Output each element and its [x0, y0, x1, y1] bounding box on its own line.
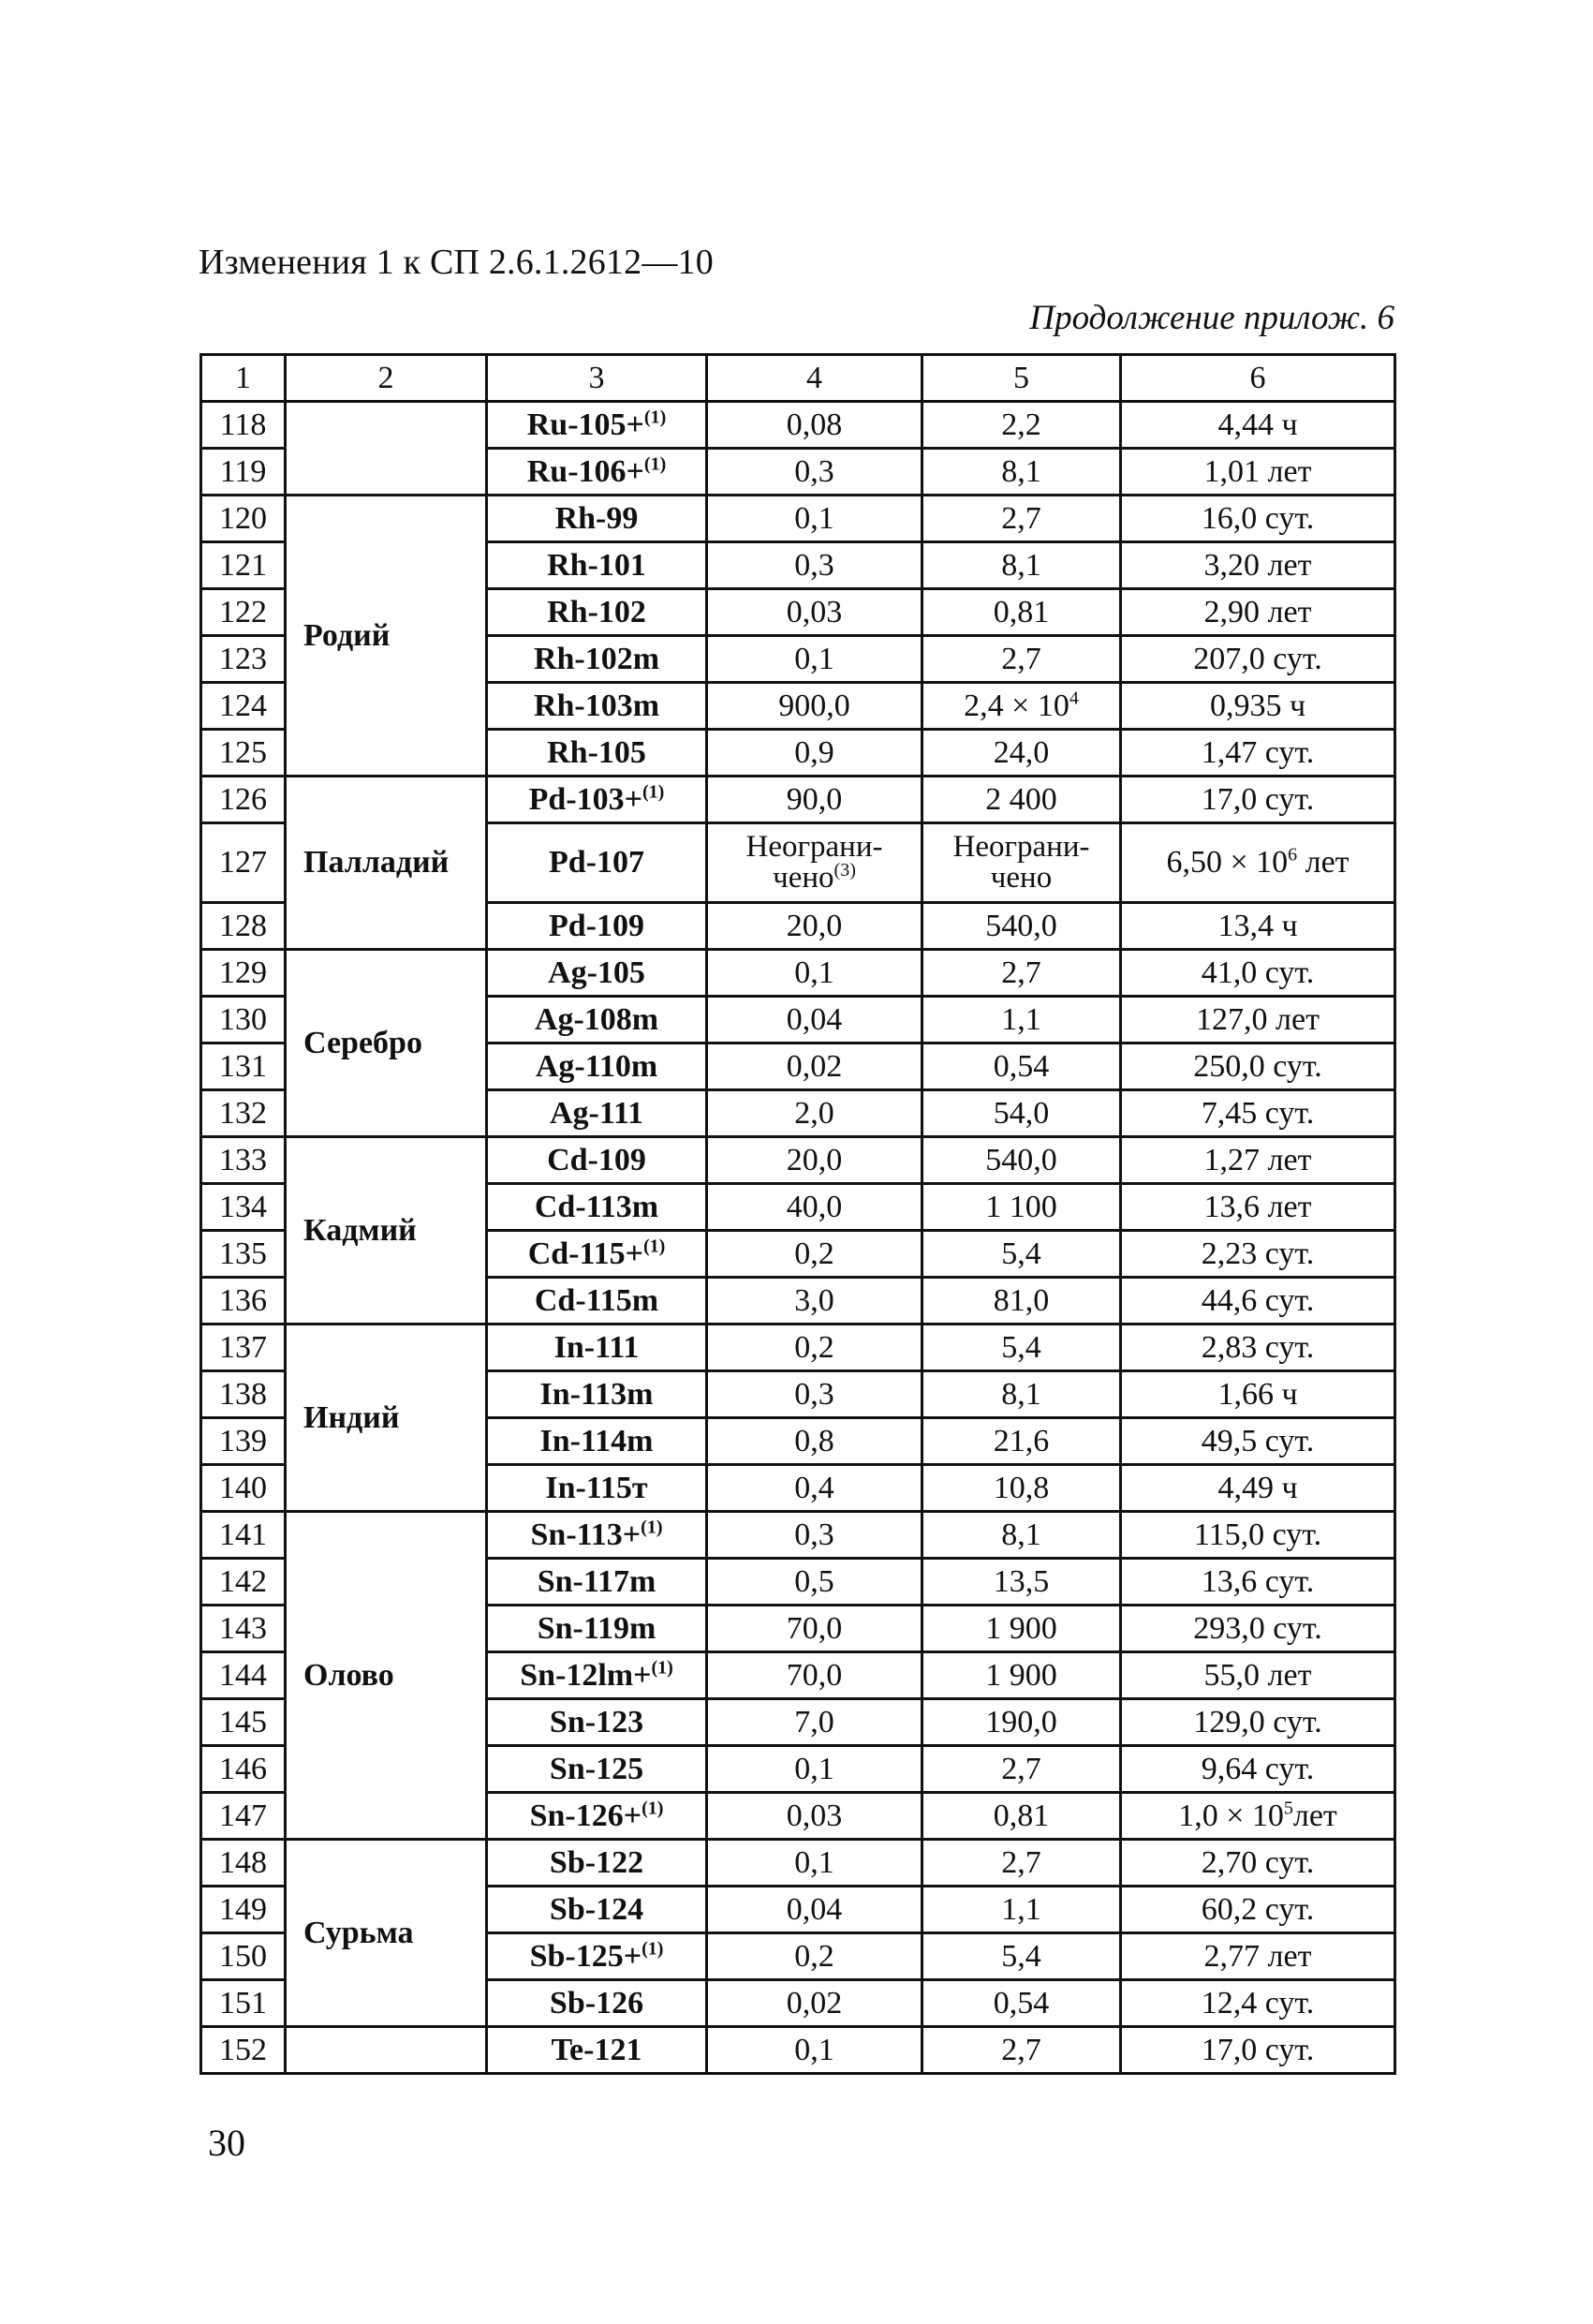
isotope-cell-value: Sb-122	[549, 1844, 644, 1880]
table-row	[201, 1512, 1395, 1559]
column-5-cell: 190,0	[922, 1699, 1121, 1746]
isotope-cell-superscript: (1)	[651, 1657, 673, 1679]
element-name-cell: Сурьма	[286, 1840, 487, 2027]
column-6-cell: 1,27 лет	[1121, 1137, 1395, 1184]
column-4-cell	[707, 683, 922, 730]
column-5-cell: 0,81	[922, 1793, 1121, 1840]
column-4-cell-value: 0,1	[794, 1751, 834, 1786]
column-6-cell: 4,44 ч	[1121, 402, 1395, 449]
isotope-cell	[487, 2027, 707, 2074]
row-number-cell: 142	[201, 1559, 286, 1606]
element-name-cell: Индий	[286, 1325, 487, 1512]
column-4-cell	[707, 1044, 922, 1090]
header-cell-2: 2	[286, 355, 487, 402]
row-number-cell: 126	[201, 777, 286, 823]
column-6-cell: 2,90 лет	[1121, 589, 1395, 636]
row-number-cell: 118	[201, 402, 286, 449]
column-6-cell-value: 6,50 × 10	[1166, 845, 1289, 880]
column-4-cell	[707, 1512, 922, 1559]
column-6-cell: 293,0 сут.	[1121, 1606, 1395, 1652]
column-5-cell: 10,8	[922, 1465, 1121, 1512]
isotope-cell	[487, 1090, 707, 1137]
isotope-cell-value: Sb-125+	[529, 1938, 642, 1974]
table-row	[201, 402, 1395, 449]
column-4-cell	[707, 777, 922, 823]
column-4-cell	[707, 1325, 922, 1371]
isotope-cell-value: Te-121	[551, 2032, 642, 2067]
column-4-cell-value: 0,2	[794, 1329, 834, 1365]
row-number-cell: 146	[201, 1746, 286, 1793]
column-4-cell-value: Неограни- чено	[745, 830, 883, 895]
column-6-cell: 1,66 ч	[1121, 1371, 1395, 1418]
isotope-cell	[487, 402, 707, 449]
column-5-cell: 540,0	[922, 1137, 1121, 1184]
isotope-cell	[487, 683, 707, 730]
column-4-cell-value: 0,04	[786, 1891, 843, 1927]
column-4-cell	[707, 636, 922, 683]
row-number-cell: 131	[201, 1044, 286, 1090]
column-6-cell-unit: лет	[1292, 1798, 1337, 1833]
radionuclide-table	[199, 353, 1396, 2075]
column-4-cell-value: 0,9	[794, 734, 834, 770]
isotope-cell	[487, 1980, 707, 2027]
isotope-cell-value: Rh-102m	[533, 641, 660, 676]
column-4-cell	[707, 1418, 922, 1465]
isotope-cell	[487, 1231, 707, 1278]
column-4-cell	[707, 496, 922, 542]
isotope-cell	[487, 1465, 707, 1512]
column-4-cell	[707, 1840, 922, 1887]
header-row	[201, 355, 1395, 402]
column-5-cell	[922, 683, 1121, 730]
isotope-cell-superscript: (1)	[642, 1798, 664, 1819]
isotope-cell	[487, 1652, 707, 1699]
element-name-cell	[286, 402, 487, 496]
row-number-cell: 151	[201, 1980, 286, 2027]
column-5-cell: 2,7	[922, 636, 1121, 683]
element-name-cell: Родий	[286, 496, 487, 777]
isotope-cell-value: Cd-115+	[527, 1236, 643, 1271]
element-name-cell: Олово	[286, 1512, 487, 1840]
row-number-cell: 133	[201, 1137, 286, 1184]
isotope-cell	[487, 1418, 707, 1465]
column-5-cell-superscript: 4	[1069, 688, 1079, 709]
column-6-cell: 7,45 сут.	[1121, 1090, 1395, 1137]
column-4-cell	[707, 1793, 922, 1840]
column-5-cell: 5,4	[922, 1231, 1121, 1278]
isotope-cell	[487, 589, 707, 636]
isotope-cell-value: Sn-119m	[537, 1610, 656, 1646]
isotope-cell	[487, 1044, 707, 1090]
row-number-cell: 128	[201, 903, 286, 950]
row-number-cell: 121	[201, 542, 286, 589]
column-4-cell-value: 0,1	[794, 500, 834, 536]
isotope-cell	[487, 1278, 707, 1325]
element-name-cell: Серебро	[286, 950, 487, 1137]
page-number: 30	[208, 2122, 245, 2164]
column-5-cell: 2,7	[922, 2027, 1121, 2074]
column-4-cell-value: 0,5	[794, 1563, 834, 1599]
column-4-cell-value: 0,3	[794, 1376, 834, 1412]
column-4-cell	[707, 1933, 922, 1980]
column-4-cell-value: 0,1	[794, 955, 834, 990]
row-number-cell: 122	[201, 589, 286, 636]
column-5-cell: 2,2	[922, 402, 1121, 449]
row-number-cell: 140	[201, 1465, 286, 1512]
column-4-cell-value: 0,3	[794, 547, 834, 583]
column-4-cell-value: 90,0	[786, 781, 843, 817]
isotope-cell	[487, 950, 707, 997]
isotope-cell-value: In-115т	[545, 1470, 648, 1505]
column-5-cell: 21,6	[922, 1418, 1121, 1465]
column-4-cell	[707, 997, 922, 1044]
column-4-cell-superscript: (3)	[833, 860, 856, 881]
isotope-cell	[487, 1512, 707, 1559]
row-number-cell: 150	[201, 1933, 286, 1980]
row-number-cell: 129	[201, 950, 286, 997]
column-6-cell: 13,4 ч	[1121, 903, 1395, 950]
column-4-cell	[707, 589, 922, 636]
column-6-cell	[1121, 1793, 1395, 1840]
column-6-cell: 127,0 лет	[1121, 997, 1395, 1044]
column-6-cell-superscript: 6	[1288, 844, 1298, 866]
column-6-cell: 9,64 сут.	[1121, 1746, 1395, 1793]
row-number-cell: 141	[201, 1512, 286, 1559]
column-6-cell: 16,0 сут.	[1121, 496, 1395, 542]
column-4-cell	[707, 823, 922, 903]
column-4-cell-value: 0,02	[786, 1985, 843, 2021]
column-5-cell: 5,4	[922, 1933, 1121, 1980]
isotope-cell-value: Rh-101	[547, 547, 646, 583]
row-number-cell: 144	[201, 1652, 286, 1699]
column-5-cell: 0,81	[922, 589, 1121, 636]
column-4-cell	[707, 950, 922, 997]
isotope-cell	[487, 1840, 707, 1887]
row-number-cell: 127	[201, 823, 286, 903]
isotope-cell	[487, 1793, 707, 1840]
column-6-cell: 2,70 сут.	[1121, 1840, 1395, 1887]
column-6-cell-unit: лет	[1297, 845, 1350, 880]
isotope-cell-value: Pd-103+	[528, 781, 643, 817]
column-4-cell	[707, 1980, 922, 2027]
column-5-cell: 1 900	[922, 1606, 1121, 1652]
column-6-cell: 41,0 сут.	[1121, 950, 1395, 997]
isotope-cell	[487, 730, 707, 777]
column-5-cell: 8,1	[922, 1512, 1121, 1559]
row-number-cell: 135	[201, 1231, 286, 1278]
row-number-cell: 132	[201, 1090, 286, 1137]
isotope-cell-superscript: (1)	[643, 453, 667, 475]
table-row	[201, 496, 1395, 542]
column-4-cell-value: 0,04	[786, 1001, 843, 1037]
isotope-cell-value: Sn-113+	[530, 1517, 642, 1552]
column-4-cell-value: 20,0	[786, 1142, 843, 1177]
row-number-cell: 125	[201, 730, 286, 777]
isotope-cell	[487, 449, 707, 496]
header-cell-6: 6	[1121, 355, 1395, 402]
table-row	[201, 1840, 1395, 1887]
column-5-cell: 1 900	[922, 1652, 1121, 1699]
column-4-cell	[707, 1278, 922, 1325]
isotope-cell	[487, 903, 707, 950]
column-4-cell-value: 2,0	[794, 1095, 834, 1131]
isotope-cell	[487, 1933, 707, 1980]
isotope-cell-value: Ag-108m	[534, 1001, 659, 1037]
column-4-cell	[707, 542, 922, 589]
isotope-cell-value: Pd-109	[549, 908, 644, 943]
isotope-cell-value: In-111	[553, 1329, 640, 1365]
column-5-cell: 0,54	[922, 1980, 1121, 2027]
row-number-cell: 139	[201, 1418, 286, 1465]
isotope-cell-value: Sb-126	[549, 1985, 644, 2021]
isotope-cell	[487, 777, 707, 823]
isotope-cell-superscript: (1)	[642, 1938, 664, 1960]
isotope-cell	[487, 496, 707, 542]
isotope-cell-value: Ru-106+	[526, 453, 644, 489]
table-row	[201, 1137, 1395, 1184]
isotope-cell-value: Ag-110m	[535, 1048, 658, 1084]
column-4-cell-value: 0,03	[786, 1798, 843, 1833]
column-4-cell-value: 0,3	[794, 1517, 834, 1552]
row-number-cell: 143	[201, 1606, 286, 1652]
column-5-cell: 5,4	[922, 1325, 1121, 1371]
column-5-cell: Неограни- чено	[922, 823, 1121, 903]
column-6-cell: 17,0 сут.	[1121, 2027, 1395, 2074]
column-5-cell: 2,7	[922, 1840, 1121, 1887]
column-5-cell: 1,1	[922, 997, 1121, 1044]
element-name-cell: Палладий	[286, 777, 487, 950]
column-4-cell-value: 0,1	[794, 2032, 834, 2067]
column-6-cell: 207,0 сут.	[1121, 636, 1395, 683]
isotope-cell-value: Ag-105	[548, 955, 645, 990]
isotope-cell	[487, 542, 707, 589]
column-4-cell	[707, 730, 922, 777]
table-row	[201, 950, 1395, 997]
isotope-cell-superscript: (1)	[641, 1517, 663, 1538]
row-number-cell: 147	[201, 1793, 286, 1840]
column-6-cell: 13,6 сут.	[1121, 1559, 1395, 1606]
column-5-cell: 8,1	[922, 542, 1121, 589]
column-4-cell	[707, 1184, 922, 1231]
column-4-cell	[707, 1465, 922, 1512]
column-4-cell	[707, 1231, 922, 1278]
column-5-cell: 2,7	[922, 1746, 1121, 1793]
column-4-cell	[707, 1559, 922, 1606]
column-6-cell: 44,6 сут.	[1121, 1278, 1395, 1325]
column-6-cell: 49,5 сут.	[1121, 1418, 1395, 1465]
column-4-cell-value: 0,03	[786, 594, 843, 629]
document-header-title: Изменения 1 к СП 2.6.1.2612—10	[199, 243, 714, 282]
column-6-cell: 12,4 сут.	[1121, 1980, 1395, 2027]
row-number-cell: 120	[201, 496, 286, 542]
isotope-cell-superscript: (1)	[642, 781, 665, 803]
column-4-cell-value: 0,08	[786, 407, 843, 442]
column-5-cell: 2,7	[922, 950, 1121, 997]
column-4-cell-value: 0,4	[794, 1470, 834, 1505]
row-number-cell: 123	[201, 636, 286, 683]
row-number-cell: 152	[201, 2027, 286, 2074]
isotope-cell	[487, 1746, 707, 1793]
column-4-cell	[707, 402, 922, 449]
column-5-cell: 0,54	[922, 1044, 1121, 1090]
isotope-cell	[487, 1699, 707, 1746]
column-5-cell: 54,0	[922, 1090, 1121, 1137]
isotope-cell-value: Cd-109	[547, 1142, 646, 1177]
column-4-cell	[707, 1606, 922, 1652]
column-4-cell-value: 40,0	[786, 1189, 843, 1224]
table-body	[201, 355, 1395, 2074]
isotope-cell-value: Cd-115m	[534, 1282, 659, 1318]
header-cell-5: 5	[922, 355, 1121, 402]
column-4-cell	[707, 1137, 922, 1184]
isotope-cell	[487, 636, 707, 683]
column-6-cell: 129,0 сут.	[1121, 1699, 1395, 1746]
row-number-cell: 119	[201, 449, 286, 496]
column-4-cell	[707, 449, 922, 496]
column-5-cell: 540,0	[922, 903, 1121, 950]
header-cell-3: 3	[487, 355, 707, 402]
isotope-cell-value: Cd-113m	[534, 1189, 659, 1224]
column-5-cell: 81,0	[922, 1278, 1121, 1325]
isotope-cell-value: Ag-111	[549, 1095, 644, 1131]
row-number-cell: 134	[201, 1184, 286, 1231]
column-4-cell	[707, 1090, 922, 1137]
isotope-cell	[487, 1137, 707, 1184]
column-5-cell-value: 2,4 × 10	[964, 688, 1069, 723]
column-6-cell: 4,49 ч	[1121, 1465, 1395, 1512]
column-6-cell: 3,20 лет	[1121, 542, 1395, 589]
isotope-cell	[487, 1371, 707, 1418]
isotope-cell-value: Rh-102	[547, 594, 646, 629]
isotope-cell-value: Ru-105+	[526, 407, 644, 442]
column-6-cell-value: 1,0 × 10	[1178, 1798, 1284, 1833]
column-5-cell: 2 400	[922, 777, 1121, 823]
table-row	[201, 2027, 1395, 2074]
isotope-cell-superscript: (1)	[643, 407, 667, 428]
column-5-cell: 2,7	[922, 496, 1121, 542]
column-5-cell: 8,1	[922, 1371, 1121, 1418]
column-4-cell	[707, 1746, 922, 1793]
isotope-cell-value: In-113m	[539, 1376, 654, 1412]
column-4-cell	[707, 903, 922, 950]
isotope-cell-value: Rh-99	[554, 500, 639, 536]
column-6-cell	[1121, 823, 1395, 903]
column-4-cell-value: 70,0	[786, 1610, 843, 1646]
isotope-cell-value: Sn-117m	[537, 1563, 656, 1599]
column-4-cell	[707, 1371, 922, 1418]
column-6-cell: 0,935 ч	[1121, 683, 1395, 730]
isotope-cell	[487, 1887, 707, 1933]
isotope-cell	[487, 1606, 707, 1652]
isotope-cell-value: Pd-107	[549, 845, 644, 880]
column-6-cell: 13,6 лет	[1121, 1184, 1395, 1231]
row-number-cell: 138	[201, 1371, 286, 1418]
column-4-cell-value: 0,02	[786, 1048, 843, 1084]
row-number-cell: 137	[201, 1325, 286, 1371]
column-6-cell: 55,0 лет	[1121, 1652, 1395, 1699]
column-4-cell-value: 0,1	[794, 1844, 834, 1880]
column-4-cell-value: 20,0	[786, 908, 843, 943]
column-5-cell: 24,0	[922, 730, 1121, 777]
isotope-cell-value: Sn-126+	[529, 1798, 642, 1833]
column-4-cell-value: 900,0	[778, 688, 850, 723]
row-number-cell: 130	[201, 997, 286, 1044]
column-4-cell	[707, 1887, 922, 1933]
column-6-cell-superscript: 5	[1283, 1798, 1293, 1819]
column-4-cell-value: 0,2	[794, 1938, 834, 1974]
element-name-cell: Кадмий	[286, 1137, 487, 1325]
column-5-cell: 13,5	[922, 1559, 1121, 1606]
isotope-cell	[487, 823, 707, 903]
column-6-cell: 2,23 сут.	[1121, 1231, 1395, 1278]
column-4-cell-value: 70,0	[786, 1657, 843, 1693]
column-5-cell: 8,1	[922, 449, 1121, 496]
column-6-cell: 250,0 сут.	[1121, 1044, 1395, 1090]
isotope-cell-value: Rh-103m	[533, 688, 660, 723]
column-4-cell-value: 7,0	[794, 1704, 834, 1739]
column-4-cell-value: 0,1	[794, 641, 834, 676]
table-row	[201, 777, 1395, 823]
isotope-cell	[487, 997, 707, 1044]
element-name-cell	[286, 2027, 487, 2074]
column-6-cell: 1,47 сут.	[1121, 730, 1395, 777]
header-cell-4: 4	[707, 355, 922, 402]
row-number-cell: 148	[201, 1840, 286, 1887]
isotope-cell-value: Sn-125	[549, 1751, 644, 1786]
column-6-cell: 2,83 сут.	[1121, 1325, 1395, 1371]
isotope-cell	[487, 1325, 707, 1371]
isotope-cell	[487, 1184, 707, 1231]
column-5-cell: 1,1	[922, 1887, 1121, 1933]
column-6-cell: 60,2 сут.	[1121, 1887, 1395, 1933]
column-6-cell: 115,0 сут.	[1121, 1512, 1395, 1559]
column-6-cell: 2,77 лет	[1121, 1933, 1395, 1980]
column-4-cell-value: 3,0	[794, 1282, 834, 1318]
isotope-cell-value: Sn-12lm+	[520, 1657, 652, 1693]
isotope-cell-superscript: (1)	[642, 1236, 666, 1257]
table-row	[201, 1325, 1395, 1371]
header-cell-1: 1	[201, 355, 286, 402]
column-5-cell: 1 100	[922, 1184, 1121, 1231]
column-6-cell: 17,0 сут.	[1121, 777, 1395, 823]
column-4-cell-value: 0,8	[794, 1423, 834, 1458]
isotope-cell-value: Sn-123	[549, 1704, 644, 1739]
row-number-cell: 136	[201, 1278, 286, 1325]
continuation-label: Продолжение прилож. 6	[1029, 299, 1394, 337]
column-4-cell	[707, 1652, 922, 1699]
column-4-cell	[707, 2027, 922, 2074]
isotope-cell	[487, 1559, 707, 1606]
isotope-cell-value: In-114m	[539, 1423, 654, 1458]
column-4-cell	[707, 1699, 922, 1746]
column-4-cell-value: 0,2	[794, 1236, 834, 1271]
row-number-cell: 124	[201, 683, 286, 730]
row-number-cell: 145	[201, 1699, 286, 1746]
row-number-cell: 149	[201, 1887, 286, 1933]
column-4-cell-value: 0,3	[794, 453, 834, 489]
isotope-cell-value: Rh-105	[547, 734, 646, 770]
column-6-cell: 1,01 лет	[1121, 449, 1395, 496]
isotope-cell-value: Sb-124	[549, 1891, 644, 1927]
